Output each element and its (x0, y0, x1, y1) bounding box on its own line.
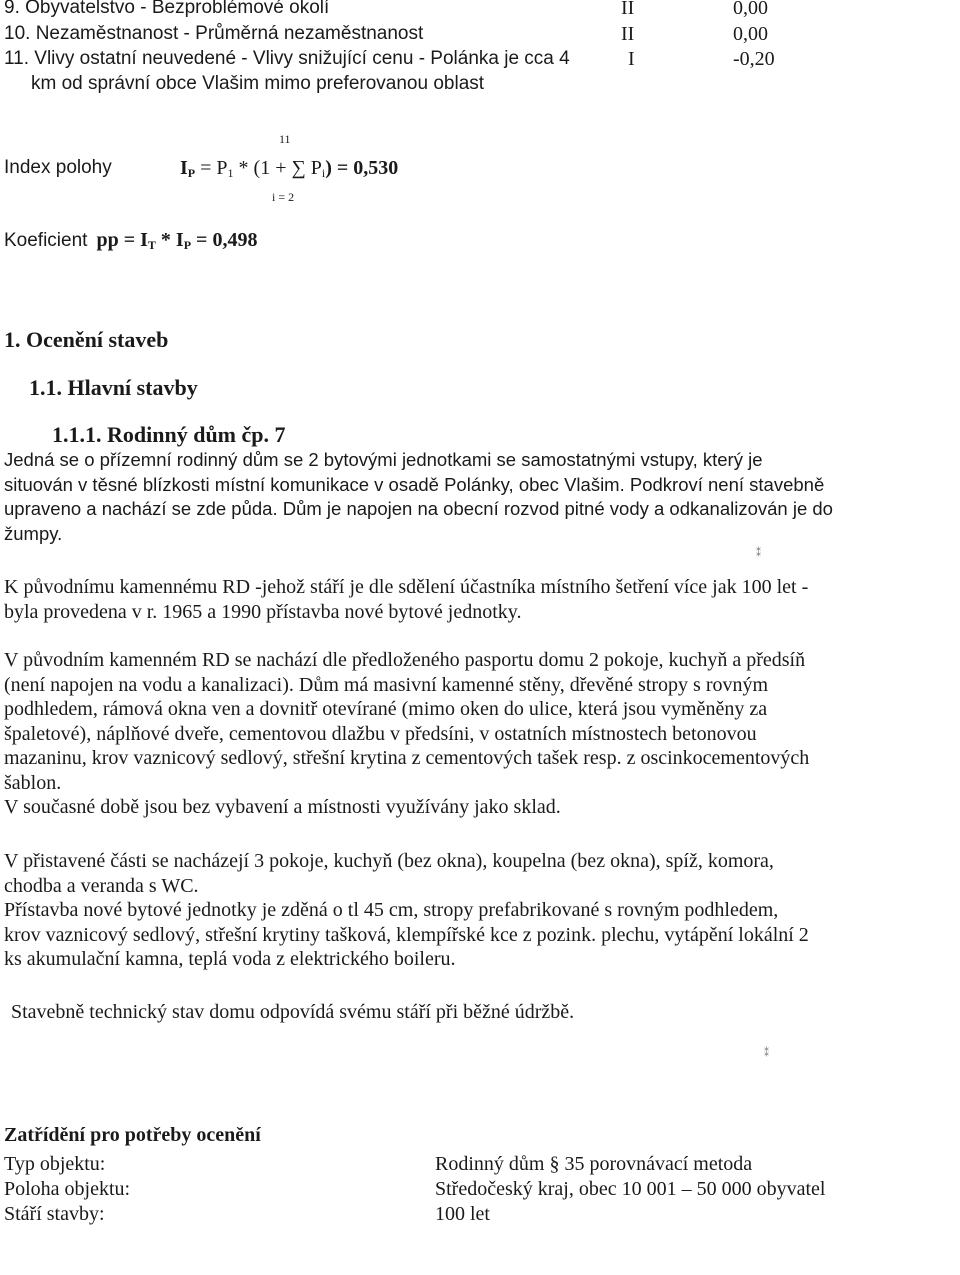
criterion-9-label: 9. Obyvatelstvo - Bezproblémové okolí (4, 0, 330, 18)
criterion-10-value: 0,00 (733, 23, 768, 45)
criterion-9-value: 0,00 (733, 0, 768, 19)
koeficient-line (4, 229, 257, 253)
scan-speck: ⁑ (756, 548, 761, 559)
paragraph-line: situován v těsné blízkosti místní komunikace v osadě Polánky, obec Vlašim. Podkroví není stavebně (4, 473, 825, 495)
paragraph-line: upraveno a nachází se zde půda. Dům je napojen na obecní rozvod pitné vody a odkanalizován je do (4, 498, 833, 519)
classification-value: 100 let (435, 1203, 490, 1225)
index-polohy-formula: $I_P = P_1 * (1$ + ∑ $P_i) = 0,530$ (180, 157, 399, 180)
paragraph-history (4, 575, 808, 624)
classification-key: Stáří stavby: (4, 1203, 105, 1225)
paragraph-line: byla provedena v r. 1965 a 1990 přístavba nové bytové jednotky. (4, 600, 522, 623)
paragraph-line: špaletové), náplňové dveře, cementovou dlažbu v předsíni, v ostatních místnostech betonovou (4, 722, 757, 745)
sum-symbol: ∑ (291, 157, 306, 179)
criterion-11-class: I (628, 48, 635, 70)
criterion-10-class: II (621, 23, 635, 45)
paragraph-line: šablon. (4, 771, 62, 794)
paragraph-line: Přístavba nové bytové jednotky je zděná o tl 45 cm, stropy prefabrikované s rovným podhledem, (4, 899, 779, 921)
koeficient-value: = 0,498 (196, 229, 258, 251)
paragraph-original-house (4, 648, 809, 820)
paragraph-line: V přistavené části se nacházejí 3 pokoje, kuchyň (bez okna), koupelna (bez okna), spíž, komora, (4, 850, 774, 872)
paragraph-state: Stavebně technický stav domu odpovídá svému stáří při běžné údržbě. (11, 1001, 575, 1023)
koeficient-label: Koeficient (4, 230, 88, 251)
criterion-11-value: -0,20 (733, 48, 775, 70)
heading-1-1: 1.1. Hlavní stavby (29, 375, 198, 400)
classification-key: Typ objektu: (4, 1153, 106, 1175)
koeficient-formula: pp = $I_T * I_P = 0,498$ (91, 229, 258, 252)
index-polohy-label: Index polohy (4, 157, 112, 178)
classification-value: Rodinný dům § 35 porovnávací metoda (435, 1153, 753, 1175)
sum-upper-limit: 11 (279, 132, 291, 146)
index-polohy-result: ) = 0,530 (325, 157, 399, 179)
paragraph-line: V současné době jsou bez vybavení a místnosti využívány jako sklad. (4, 796, 561, 818)
paragraph-line: (není napojen na vodu a kanalizaci). Dům má masivní kamenné stěny, dřevěné stropy s rovným (4, 673, 769, 696)
heading-1-1-1: 1.1.1. Rodinný dům čp. 7 (52, 422, 286, 447)
paragraph-line: žumpy. (4, 522, 63, 544)
classification-value: Středočeský kraj, obec 10 001 – 50 000 obyvatel (435, 1178, 826, 1200)
criterion-11-label: 11. Vlivy ostatní neuvedené - Vlivy snižující cenu - Polánka je cca 4 (4, 48, 570, 69)
paragraph-intro (4, 448, 833, 546)
criterion-9-class: II (621, 0, 635, 19)
classification-heading: Zatřídění pro potřeby ocenění (4, 1124, 261, 1146)
paragraph-extension (4, 849, 809, 972)
paragraph-line: podhledem, rámová okna ven a dovnitř otevírané (mimo oken do ulice, která jsou vyměněny za (4, 698, 768, 720)
paragraph-line: chodba a veranda s WC. (4, 874, 199, 897)
heading-1: 1. Ocenění staveb (4, 327, 169, 352)
paragraph-line: mazaninu, krov vaznicový sedlový, střešní krytina z cementových tašek resp. z oscinkocementových (4, 747, 810, 769)
criterion-11-continuation: km od správní obce Vlašim mimo preferovanou oblast (31, 73, 485, 94)
paragraph-line: ks akumulační kamna, teplá voda z elektrického boileru. (4, 948, 456, 970)
paragraph-line: K původnímu kamennému RD -jehož stáří je dle sdělení účastníka místního šetření více jak 100 let - (4, 576, 809, 598)
paragraph-line: V původním kamenném RD se nachází dle předloženého pasportu domu 2 pokoje, kuchyň a předsíň (4, 649, 806, 671)
paragraph-line: Jedná se o přízemní rodinný dům se 2 bytovými jednotkami se samostatnými vstupy, který je (4, 449, 763, 470)
sum-lower-limit: i = 2 (272, 190, 295, 204)
classification-key: Poloha objektu: (4, 1178, 131, 1200)
criterion-10-label: 10. Nezaměstnanost - Průměrná nezaměstnanost (4, 23, 424, 44)
scan-speck: ⁑ (764, 1048, 769, 1059)
paragraph-line: krov vaznicový sedlový, střešní krytiny tašková, klempířské kce z pozink. plechu, vytápění lokální 2 (4, 923, 809, 946)
